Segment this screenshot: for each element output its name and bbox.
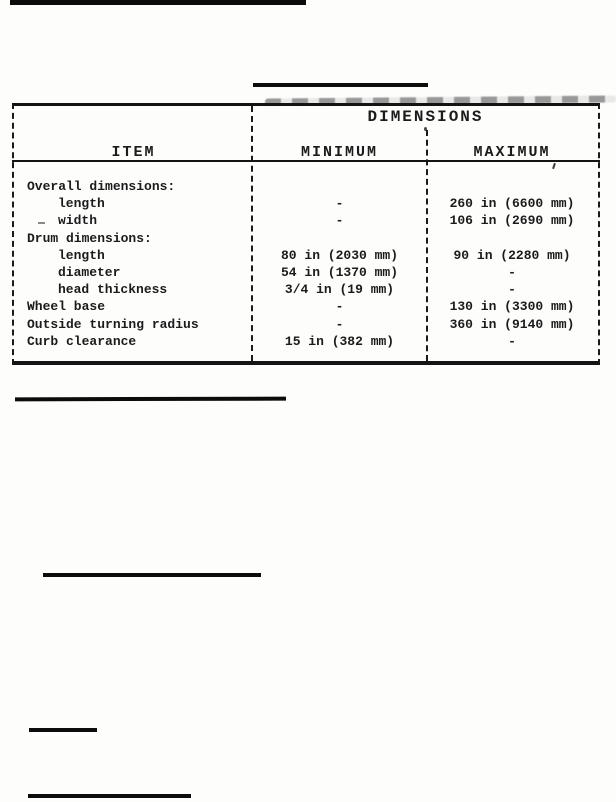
- table-group-header: DIMENSIONS: [367, 108, 484, 126]
- table-row: [14, 232, 598, 249]
- table-row: [14, 266, 598, 283]
- table-row: [14, 318, 598, 335]
- table-row: [14, 300, 598, 317]
- dimensions-table: [12, 103, 600, 365]
- header-separator-line: [12, 160, 600, 162]
- item-cell: Curb clearance: [27, 333, 137, 349]
- minimum-cell: -: [335, 196, 344, 212]
- minimum-cell: 80 in (2030 mm): [280, 247, 399, 263]
- item-cell: Outside turning radius: [27, 316, 199, 332]
- minimum-cell: 54 in (1370 mm): [280, 264, 399, 280]
- table-row: [14, 180, 598, 197]
- item-cell: Drum dimensions:: [27, 230, 152, 246]
- column-header-minimum: MINIMUM: [300, 144, 378, 161]
- section-underline-bottom: [28, 794, 191, 798]
- maximum-cell: 260 in (6600 mm): [449, 196, 575, 212]
- table-row: [14, 214, 598, 231]
- item-cell: width: [58, 213, 98, 229]
- column-header-item: ITEM: [111, 144, 156, 161]
- table-body: [14, 180, 598, 352]
- maximum-cell: -: [508, 282, 516, 298]
- minimum-cell: -: [335, 316, 344, 332]
- word-underline-lower: [29, 728, 97, 732]
- minimum-cell: -: [335, 213, 344, 229]
- item-cell: Overall dimensions:: [27, 179, 176, 194]
- item-cell: head thickness: [58, 282, 168, 298]
- maximum-cell: 130 in (3300 mm): [449, 299, 575, 315]
- maximum-cell: -: [508, 264, 516, 280]
- table-row: [14, 197, 598, 214]
- item-cell: Wheel base: [27, 299, 106, 315]
- minimum-cell: 15 in (382 mm): [284, 333, 395, 349]
- maximum-cell: 360 in (9140 mm): [449, 316, 575, 332]
- table-title-underline: [253, 83, 428, 87]
- table-header-row: [14, 144, 598, 161]
- maximum-cell: 106 in (2690 mm): [449, 213, 575, 229]
- item-cell: length: [58, 196, 105, 212]
- heading-underline-top: [10, 0, 306, 5]
- item-cell: length: [58, 247, 105, 263]
- maximum-cell: 90 in (2280 mm): [453, 247, 571, 263]
- table-row: [14, 249, 598, 266]
- minimum-cell: -: [335, 299, 344, 315]
- table-row: [14, 335, 598, 352]
- column-header-maximum: MAXIMUM: [473, 144, 551, 161]
- minimum-cell: 3/4 in (19 mm): [284, 282, 395, 298]
- table-row: [14, 283, 598, 300]
- item-cell: diameter: [58, 264, 121, 280]
- section-underline-middle: [43, 573, 261, 577]
- maximum-cell: -: [508, 333, 516, 349]
- section-underline-below-table: [15, 397, 286, 402]
